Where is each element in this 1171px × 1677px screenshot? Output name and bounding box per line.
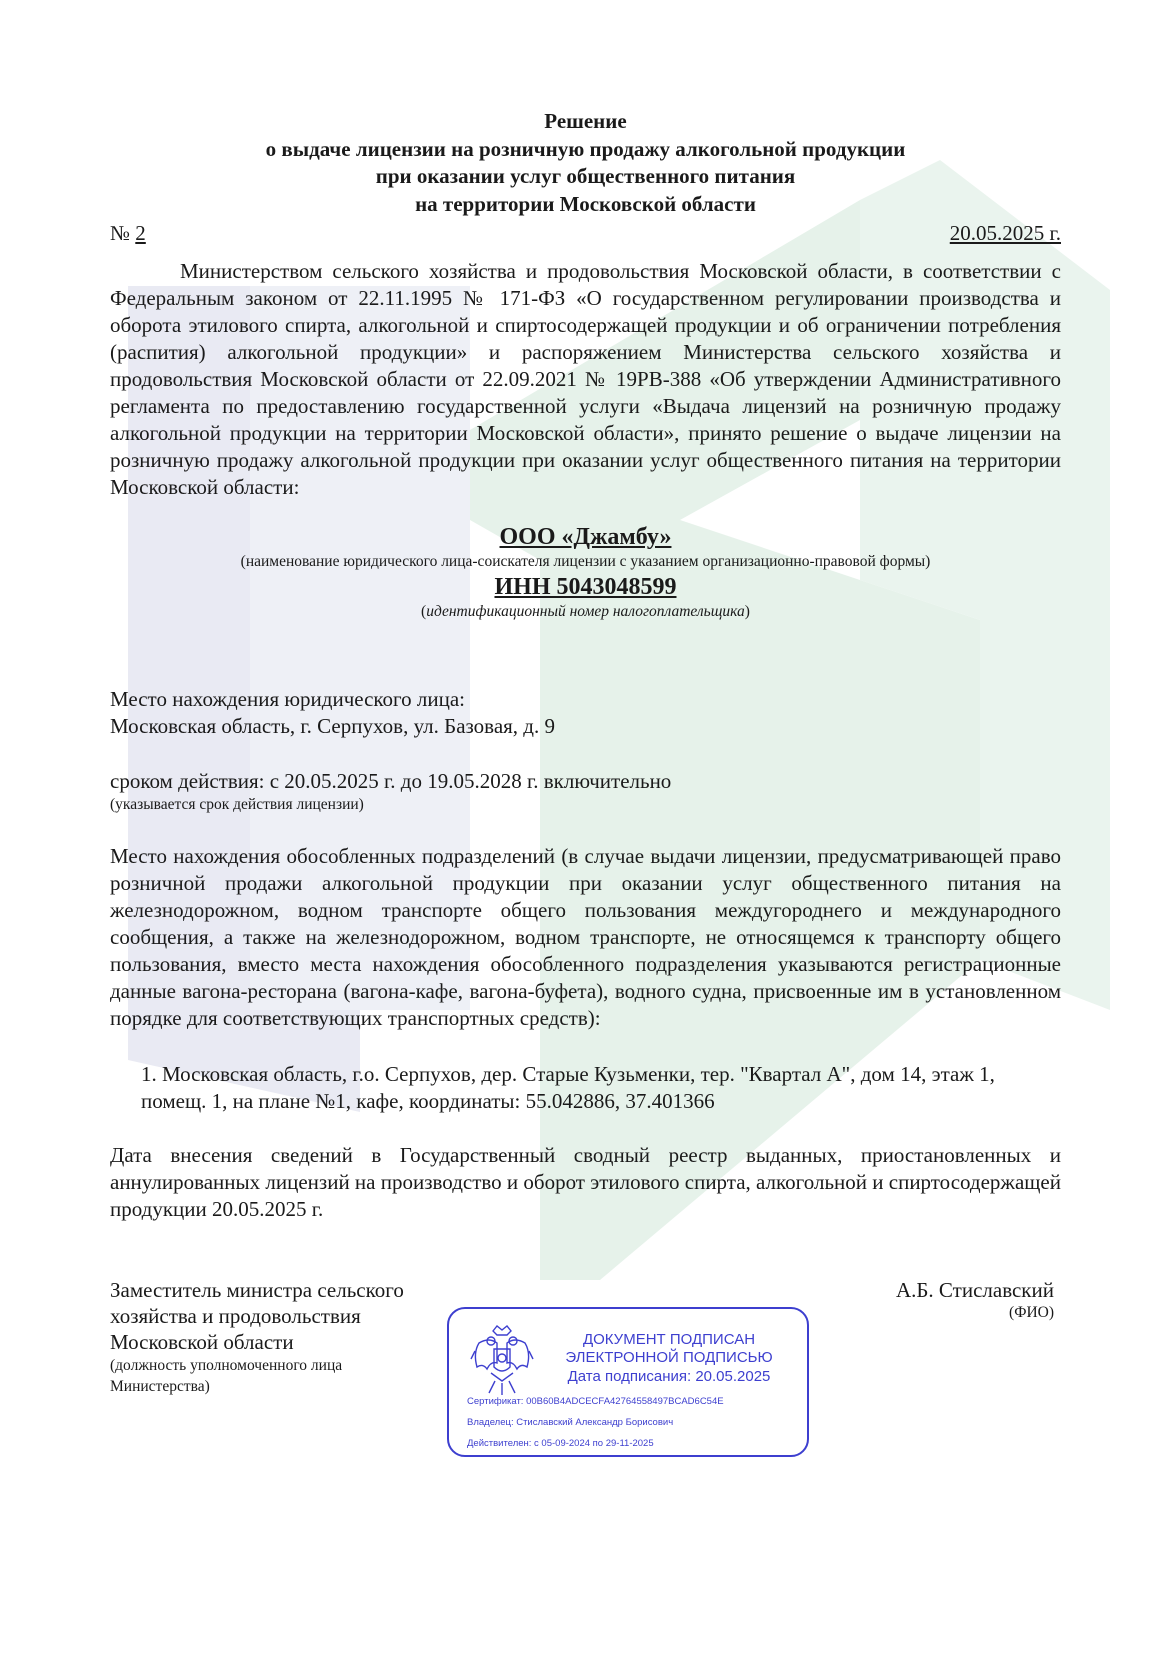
stamp-validity: Действителен: с 05-09-2024 по 29-11-2025 — [467, 1438, 654, 1449]
document-number — [110, 220, 146, 247]
signatory-name-note: (ФИО) — [1009, 1304, 1054, 1321]
stamp-title — [539, 1331, 799, 1367]
legal-address — [110, 686, 1061, 740]
legal-address-value: Московская область, г. Серпухов, ул. Базовая, д. 9 — [110, 714, 555, 738]
position-note-line-1: (должность уполномоченного лица — [110, 1357, 343, 1374]
position-line-3: Московской области — [110, 1330, 294, 1354]
e-signature-stamp — [447, 1307, 809, 1457]
position-line-2: хозяйства и продовольствия — [110, 1304, 361, 1328]
signatory-position — [110, 1277, 404, 1397]
validity-text: сроком действия: с 20.05.2025 г. до 19.05.2028 г. включительно — [110, 769, 672, 793]
list-item: 1. Московская область, г.о. Серпухов, дер. Старые Кузьменки, тер. "Квартал А", дом 14, этаж 1, помещ. 1, на плане №1, кафе, координаты: 55.042886, 37.401366 — [141, 1062, 995, 1113]
title-line-3: при оказании услуг общественного питания — [375, 164, 796, 188]
org-inn-note: (идентификационный номер налогоплательщика) — [421, 603, 750, 620]
title-line-2: о выдаче лицензии на розничную продажу алкогольной продукции — [265, 136, 906, 161]
org-inn: ИНН 5043048599 — [494, 574, 677, 600]
stamp-title-line-1: ДОКУМЕНТ ПОДПИСАН — [582, 1331, 756, 1348]
registry-paragraph: Дата внесения сведений в Государственный сводный реестр выданных, приостановленных и аннулированных лицензий на производство и оборот этилового спирта, алкогольной и спиртосодержащей продукции 20.05.2025 г. — [110, 1143, 1061, 1221]
org-name-note: (наименование юридического лица-соискателя лицензии с указанием организационно-правовой формы) — [240, 553, 931, 570]
document-title — [0, 108, 1171, 218]
document-date: 20.05.2025 г. — [949, 221, 1061, 245]
position-line-1: Заместитель министра сельского — [110, 1278, 404, 1302]
position-note-line-2: Министерства) — [110, 1378, 210, 1395]
number-prefix: № — [110, 221, 131, 245]
stamp-date: Дата подписания: 20.05.2025 — [567, 1368, 771, 1385]
signatory-name: А.Б. Стиславский — [895, 1278, 1054, 1302]
validity-note: (указывается срок действия лицензии) — [110, 796, 364, 813]
stamp-certificate: Сертификат: 00B60B4ADCECFA42764558497BCAD6C54E — [467, 1396, 724, 1407]
validity-block — [110, 768, 1061, 815]
coat-of-arms-icon — [469, 1323, 535, 1399]
subdivisions-list — [141, 1061, 1061, 1115]
title-line-4: на территории Московской области — [415, 191, 756, 216]
stamp-title-line-2: ЭЛЕКТРОННОЙ ПОДПИСЬЮ — [565, 1349, 773, 1366]
signatory-name-block — [896, 1277, 1054, 1323]
number-value: 2 — [135, 221, 146, 245]
subdivisions-paragraph: Место нахождения обособленных подразделений (в случае выдачи лицензии, предусматривающей право розничной продажи алкогольной продукции при оказании услуг общественного питания на железнодорожном, водном транспорте общего пользования междугороднего и международного сообщения, а также на железнодорожном, водном транспорте, не относящемся к транспорту общего пользования, вместо места нахождения обособленного подразделения указываются регистрационные данные вагона-ресторана (вагона-кафе, вагона-буфета), водного судна, присвоенные им в установленном порядке для соответствующих транспортных средств): — [110, 844, 1061, 1030]
title-line-1: Решение — [544, 109, 627, 133]
legal-address-label: Место нахождения юридического лица: — [110, 687, 466, 711]
intro-paragraph: Министерством сельского хозяйства и продовольствия Московской области, в соответствии с Федеральным законом от 22.11.1995 № 171-ФЗ «О государственном регулировании производства и оборота этилового спирта, алкогольной и спиртосодержащей продукции и об ограничении потребления (распития) алкогольной продукции» и распоряжением Министерства сельского хозяйства и продовольствия Московской области от 22.09.2021 № 19РВ-388 «Об утверждении Административного регламента по предоставлению государственной услуги «Выдача лицензий на розничную продажу алкогольной продукции на территории Московской области», принято решение о выдаче лицензии на розничную продажу алкогольной продукции при оказании услуг общественного питания на территории Московской области: — [110, 259, 1061, 499]
org-name: ООО «Джамбу» — [499, 524, 672, 550]
stamp-owner: Владелец: Стиславский Александр Борисович — [467, 1417, 674, 1428]
org-name-block — [0, 522, 1171, 622]
